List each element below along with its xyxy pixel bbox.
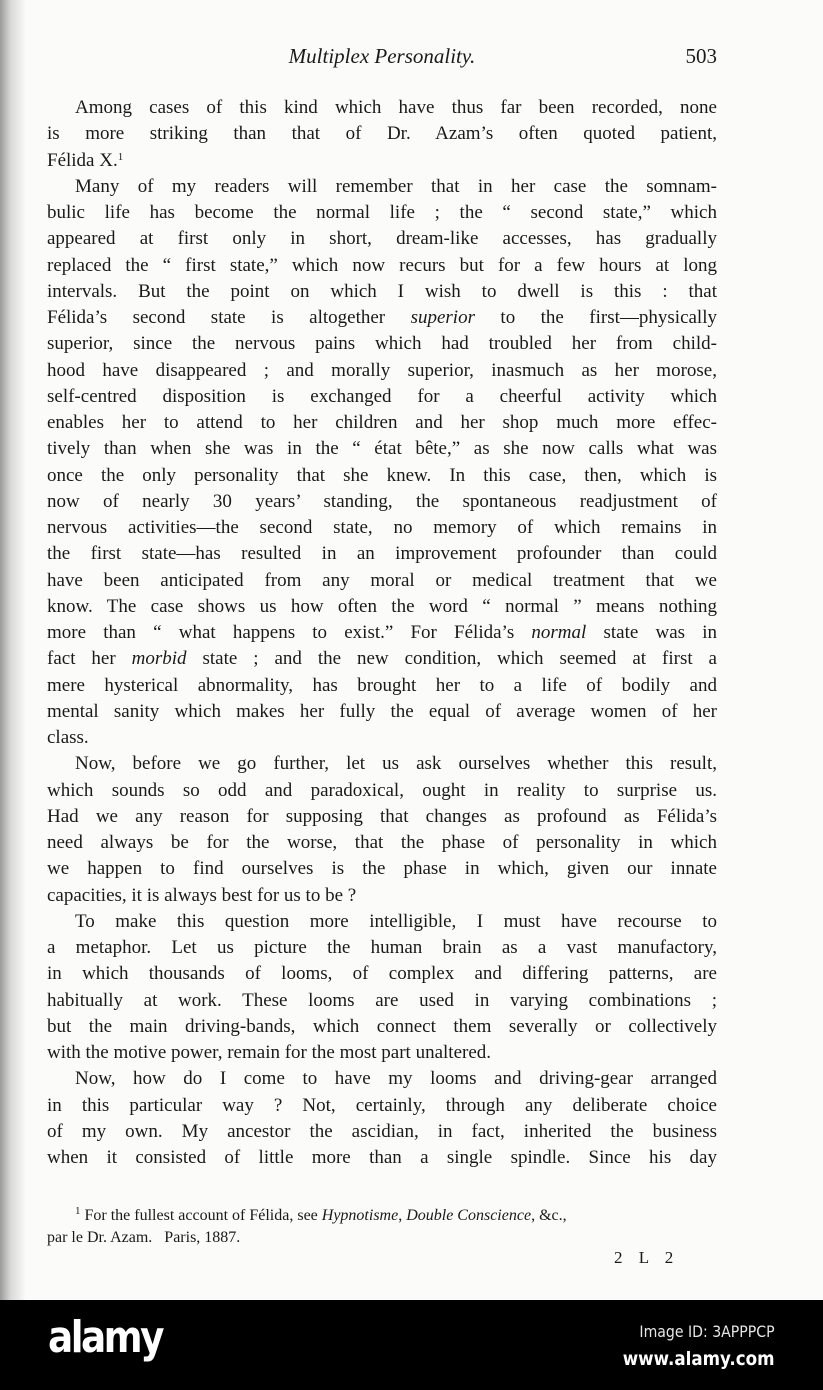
- text-segment: to the first—physically: [474, 307, 717, 328]
- text-line: [47, 515, 717, 541]
- text-segment: with the motive power, remain for the most part unaltered.: [47, 1042, 492, 1063]
- text-segment: fact her: [47, 648, 132, 670]
- text-segment: we happen to find ourselves is the phase in which, given our innate: [47, 858, 717, 880]
- text-line: [47, 95, 717, 121]
- text-segment: the first state—has resulted in an improvement profounder than could: [47, 543, 717, 565]
- text-segment: nervous activities—the second state, no memory of which remains in: [47, 517, 717, 538]
- text-segment: replaced the “ first state,” which now recurs but for a few hours at long: [47, 254, 717, 276]
- text-line: [47, 305, 717, 331]
- text-segment: but the main driving-bands, which connect them severally or collectively: [47, 1015, 717, 1037]
- text-line: [47, 961, 717, 987]
- text-line: [47, 279, 717, 305]
- text-segment: more than “ what happens to exist.” For Félida’s: [47, 622, 532, 643]
- text-line: [47, 909, 717, 935]
- text-line: [47, 778, 717, 804]
- text-segment: in this particular way ? Not, certainly, through any deliberate choice: [47, 1094, 717, 1116]
- text-segment: Now, how do I come to have my looms and driving-gear arranged: [75, 1068, 717, 1090]
- site-url: www.alamy.com: [623, 1348, 775, 1370]
- footnote-ref: 1: [117, 150, 124, 163]
- footnote-line: [47, 1205, 717, 1227]
- text-segment: To make this question more intelligible, I must have recourse to: [75, 910, 717, 932]
- text-line: [47, 699, 717, 725]
- text-segment: hood have disappeared ; and morally superior, inasmuch as her morose,: [47, 359, 717, 381]
- text-line: [47, 384, 717, 410]
- scan-edge-shadow: [0, 0, 26, 1300]
- text-segment: enables her to attend to her children and her shop much more effec-: [47, 412, 717, 433]
- text-segment: in which thousands of looms, of complex and differing patterns, are: [47, 963, 717, 985]
- text-line: [47, 673, 717, 699]
- text-segment: now of nearly 30 years’ standing, the spontaneous readjustment of: [47, 490, 717, 512]
- alamy-logo: alamy: [48, 1312, 162, 1363]
- text-segment: intervals. But the point on which I wish to dwell is this : that: [47, 280, 717, 302]
- footnote: [47, 1205, 717, 1249]
- text-line: [47, 226, 717, 252]
- footnote-text: , &c.,: [531, 1207, 567, 1224]
- footnote-text: ,: [398, 1207, 407, 1224]
- text-line: [47, 751, 717, 777]
- image-id: Image ID: 3APPPCP: [639, 1322, 775, 1341]
- text-segment: class.: [47, 727, 89, 748]
- text-segment: tively than when she was in the “ état bête,” as she now calls what was: [47, 438, 717, 460]
- page-number: 503: [685, 44, 717, 68]
- text-line: [47, 1093, 717, 1119]
- text-segment: Félida X.: [47, 149, 118, 171]
- footnote-title: Hypnotisme: [321, 1207, 399, 1224]
- text-line: [47, 200, 717, 226]
- footnote-text: For the fullest account of Félida, see: [80, 1207, 322, 1224]
- text-line: [47, 1066, 717, 1092]
- text-line: [47, 594, 717, 620]
- footnote-line: par le Dr. Azam. Paris, 1887.: [47, 1229, 241, 1246]
- text-line: [47, 489, 717, 515]
- text-segment: Among cases of this kind which have thus far been recorded, none: [75, 97, 717, 118]
- text-line: [47, 410, 717, 436]
- text-segment: appeared at first only in short, dream-like accesses, has gradually: [47, 228, 717, 250]
- text-segment: capacities, it is always best for us to be ?: [47, 884, 357, 906]
- text-line: [47, 646, 717, 672]
- text-segment: have been anticipated from any moral or medical treatment that we: [47, 569, 717, 591]
- text-line: [47, 1119, 717, 1145]
- text-line: [47, 463, 717, 489]
- text-segment: of my own. My ancestor the ascidian, in fact, inherited the business: [47, 1120, 717, 1142]
- text-line: [47, 988, 717, 1014]
- text-line: [47, 331, 717, 357]
- text-segment: mere hysterical abnormality, has brought her to a life of bodily and: [47, 674, 717, 696]
- footnote-marker: 1: [75, 1205, 81, 1217]
- text-segment: which sounds so odd and paradoxical, ought in reality to surprise us.: [47, 779, 717, 801]
- text-line: [47, 883, 717, 909]
- text-segment: once the only personality that she knew. In this case, then, which is: [47, 464, 717, 486]
- text-line: [47, 436, 717, 462]
- text-segment: is more striking than that of Dr. Azam’s often quoted patient,: [47, 123, 717, 145]
- text-segment: Félida’s second state is altogether: [47, 307, 411, 328]
- text-segment: state ; and the new condition, which seemed at first a: [186, 648, 717, 670]
- text-line: [47, 830, 717, 856]
- text-line: [47, 358, 717, 384]
- italic-text: morbid: [131, 648, 187, 670]
- text-segment: need always be for the worse, that the phase of personality in which: [47, 832, 717, 853]
- text-segment: Many of my readers will remember that in her case the somnam-: [75, 175, 717, 197]
- text-segment: habitually at work. These looms are used in varying combinations ;: [47, 989, 717, 1011]
- text-line: [47, 568, 717, 594]
- text-segment: a metaphor. Let us picture the human brain as a vast manufactory,: [47, 937, 717, 958]
- text-segment: mental sanity which makes her fully the equal of average women of her: [47, 700, 717, 722]
- text-line: [47, 541, 717, 567]
- italic-text: normal: [531, 622, 587, 643]
- text-segment: Now, before we go further, let us ask ourselves whether this result,: [75, 753, 717, 775]
- text-line: [47, 620, 717, 646]
- text-line: [47, 174, 717, 200]
- body-text: [47, 95, 717, 1171]
- footnote-title: Double Conscience: [406, 1207, 532, 1224]
- text-line: [47, 804, 717, 830]
- text-segment: state was in: [586, 622, 717, 643]
- text-line: [47, 121, 717, 147]
- text-line: [47, 253, 717, 279]
- text-line: [47, 148, 717, 174]
- text-segment: bulic life has become the normal life ; the “ second state,” which: [47, 202, 717, 223]
- text-line: [47, 1014, 717, 1040]
- text-line: [47, 856, 717, 882]
- text-segment: when it consisted of little more than a single spindle. Since his day: [47, 1147, 717, 1168]
- running-title: Multiplex Personality.: [288, 44, 476, 68]
- text-line: [47, 1145, 717, 1171]
- text-segment: superior, since the nervous pains which had troubled her from child-: [47, 333, 717, 355]
- page-header: [47, 44, 717, 74]
- watermark-banner: [0, 1300, 823, 1390]
- signature-mark: 2 L 2: [614, 1248, 680, 1267]
- text-segment: Had we any reason for supposing that changes as profound as Félida’s: [47, 805, 717, 827]
- text-line: [47, 725, 717, 751]
- text-line: [47, 935, 717, 961]
- italic-text: superior: [410, 307, 475, 328]
- text-segment: know. The case shows us how often the word “ normal ” means nothing: [47, 595, 717, 617]
- text-segment: self-centred disposition is exchanged for a cheerful activity which: [47, 385, 717, 407]
- text-line: [47, 1040, 717, 1066]
